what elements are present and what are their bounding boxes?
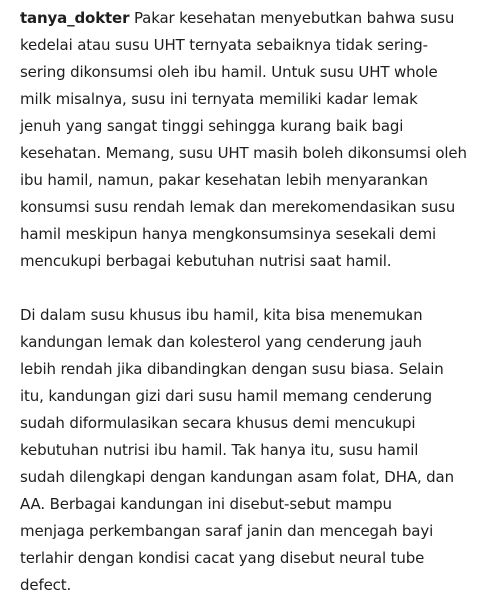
post-caption <box>20 5 472 599</box>
caption-paragraph-1 <box>20 5 472 275</box>
username-link[interactable]: tanya_dokter <box>20 9 130 27</box>
caption-text-1: Pakar kesehatan menyebutkan bahwa susu kedelai atau susu UHT ternyata sebaiknya tidak sering- sering dikonsumsi oleh ibu hamil. Untuk susu UHT whole milk misalnya, susu ini ternyata memiliki kadar lemak jenuh yang sangat tinggi sehingga kurang baik bagi kesehatan. Memang, susu UHT masih boleh dikonsumsi oleh ibu hamil, namun, pakar kesehatan lebih menyarankan konsumsi susu rendah lemak dan merekomendasikan susu hamil meskipun hanya mengkonsumsinya sesekali demi mencukupi berbagai kebutuhan nutrisi saat hamil. <box>20 9 467 270</box>
caption-paragraph-2: Di dalam susu khusus ibu hamil, kita bisa menemukan kandungan lemak dan kolesterol yang cenderung jauh lebih rendah jika dibandingkan dengan susu biasa. Selain itu, kandungan gizi dari susu hamil memang cenderung sudah diformulasikan secara khusus demi mencukupi kebutuhan nutrisi ibu hamil. Tak hanya itu, susu hamil sudah dilengkapi dengan kandungan asam folat, DHA, dan AA. Berbagai kandungan ini disebut-sebut mampu menjaga perkembangan saraf janin dan mencegah bayi terlahir dengan kondisi cacat yang disebut neural tube defect. <box>20 306 454 594</box>
